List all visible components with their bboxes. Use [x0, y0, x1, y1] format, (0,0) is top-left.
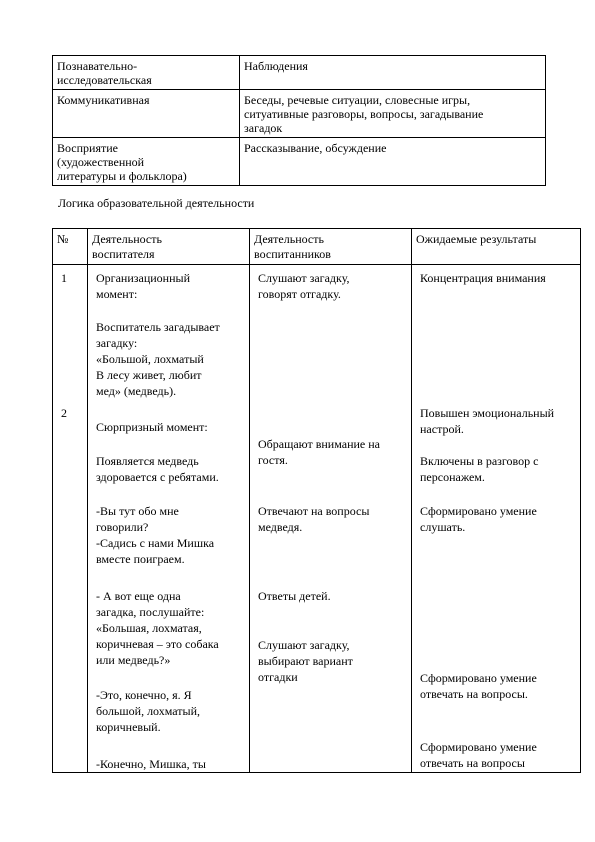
text-line: Сюрпризный момент:	[96, 420, 208, 434]
text-line: «Большой, лохматый	[96, 352, 204, 366]
text-line: отгадки	[258, 670, 298, 684]
text-line: момент:	[96, 287, 138, 301]
header-line: Деятельность	[92, 232, 162, 246]
text-line: коричневая – это собака	[96, 637, 219, 651]
header-pupils	[250, 229, 412, 265]
text-line: В лесу живет, любит	[96, 368, 202, 382]
activity-forms-cell	[240, 90, 546, 138]
text-line: Включены в разговор с	[420, 454, 539, 468]
text-line: «Большая, лохматая,	[96, 621, 202, 635]
cell-line: Рассказывание, обсуждение	[244, 141, 387, 155]
text-line: Слушают загадку,	[258, 271, 350, 285]
text-line: - А вот еще одна	[96, 589, 181, 603]
text-line: Появляется медведь	[96, 454, 199, 468]
cell-line: Познавательно-	[57, 59, 138, 73]
text-line: Концентрация внимания	[420, 271, 546, 285]
text-line: или медведь?»	[96, 653, 171, 667]
text-line: Отвечают на вопросы	[258, 504, 370, 518]
cell-line: Коммуникативная	[57, 93, 150, 107]
text-line: Сформировано умение	[420, 671, 537, 685]
pupils-cell	[250, 265, 412, 773]
table-row	[53, 265, 581, 773]
number-cell	[53, 265, 88, 773]
cell-line: Беседы, речевые ситуации, словесные игры,	[244, 93, 471, 107]
section-caption: Логика образовательной деятельности	[58, 196, 255, 210]
text-line: загадку:	[96, 336, 138, 350]
text-line: Сформировано умение	[420, 504, 537, 518]
header-results: Ожидаемые результаты	[412, 229, 581, 265]
text-line: -Это, конечно, я. Я	[96, 688, 192, 702]
activity-forms-cell	[240, 56, 546, 90]
cell-line: загадок	[244, 121, 283, 135]
text-line: Обращают внимание на	[258, 437, 380, 451]
text-line: Организационный	[96, 271, 190, 285]
text-line: загадка, послушайте:	[96, 605, 205, 619]
header-teacher	[88, 229, 250, 265]
text-line: коричневый.	[96, 720, 161, 734]
cell-line: исследовательская	[57, 73, 152, 87]
text-line: медведя.	[258, 520, 303, 534]
cell-line: Восприятие	[57, 141, 118, 155]
table-row	[53, 90, 546, 138]
header-line: воспитателя	[92, 247, 155, 261]
text-line: -Садись с нами Мишка	[96, 536, 215, 550]
table-header-row	[53, 229, 581, 265]
text-line: отвечать на вопросы	[420, 756, 525, 770]
activity-forms-cell	[240, 138, 546, 186]
logic-table	[52, 228, 581, 773]
text-line: Слушают загадку,	[258, 638, 350, 652]
text-line: вместе поиграем.	[96, 552, 185, 566]
text-line: персонажем.	[420, 470, 485, 484]
header-number: №	[53, 229, 88, 265]
text-line: говорили?	[96, 520, 149, 534]
results-cell	[412, 265, 581, 773]
text-line: гостя.	[258, 453, 288, 467]
text-line: Ответы детей.	[258, 589, 331, 603]
text-line: здоровается с ребятами.	[96, 470, 219, 484]
cell-line: ситуативные разговоры, вопросы, загадывание	[244, 107, 484, 121]
activity-type-cell	[53, 90, 240, 138]
activity-type-cell	[53, 138, 240, 186]
text-line: большой, лохматый,	[96, 704, 201, 718]
table-row	[53, 56, 546, 90]
text-line: мед» (медведь).	[96, 384, 177, 398]
text-line: говорят отгадку.	[258, 287, 341, 301]
text-line: отвечать на вопросы.	[420, 687, 528, 701]
header-line: воспитанников	[254, 247, 331, 261]
text-line: настрой.	[420, 422, 464, 436]
step-number: 2	[61, 406, 67, 420]
text-line: Повышен эмоциональный	[420, 406, 555, 420]
activities-table	[52, 55, 546, 186]
text-line: -Вы тут обо мне	[96, 504, 179, 518]
text-line: выбирают вариант	[258, 654, 353, 668]
header-line: Деятельность	[254, 232, 324, 246]
activity-type-cell	[53, 56, 240, 90]
cell-line: Наблюдения	[244, 59, 308, 73]
text-line: Сформировано умение	[420, 740, 537, 754]
text-line: слушать.	[420, 520, 466, 534]
cell-line: литературы и фольклора)	[57, 169, 187, 183]
text-line: -Конечно, Мишка, ты	[96, 757, 206, 771]
cell-line: (художественной	[57, 155, 145, 169]
teacher-cell	[88, 265, 250, 773]
text-line: Воспитатель загадывает	[96, 320, 220, 334]
table-row	[53, 138, 546, 186]
step-number: 1	[61, 271, 67, 285]
